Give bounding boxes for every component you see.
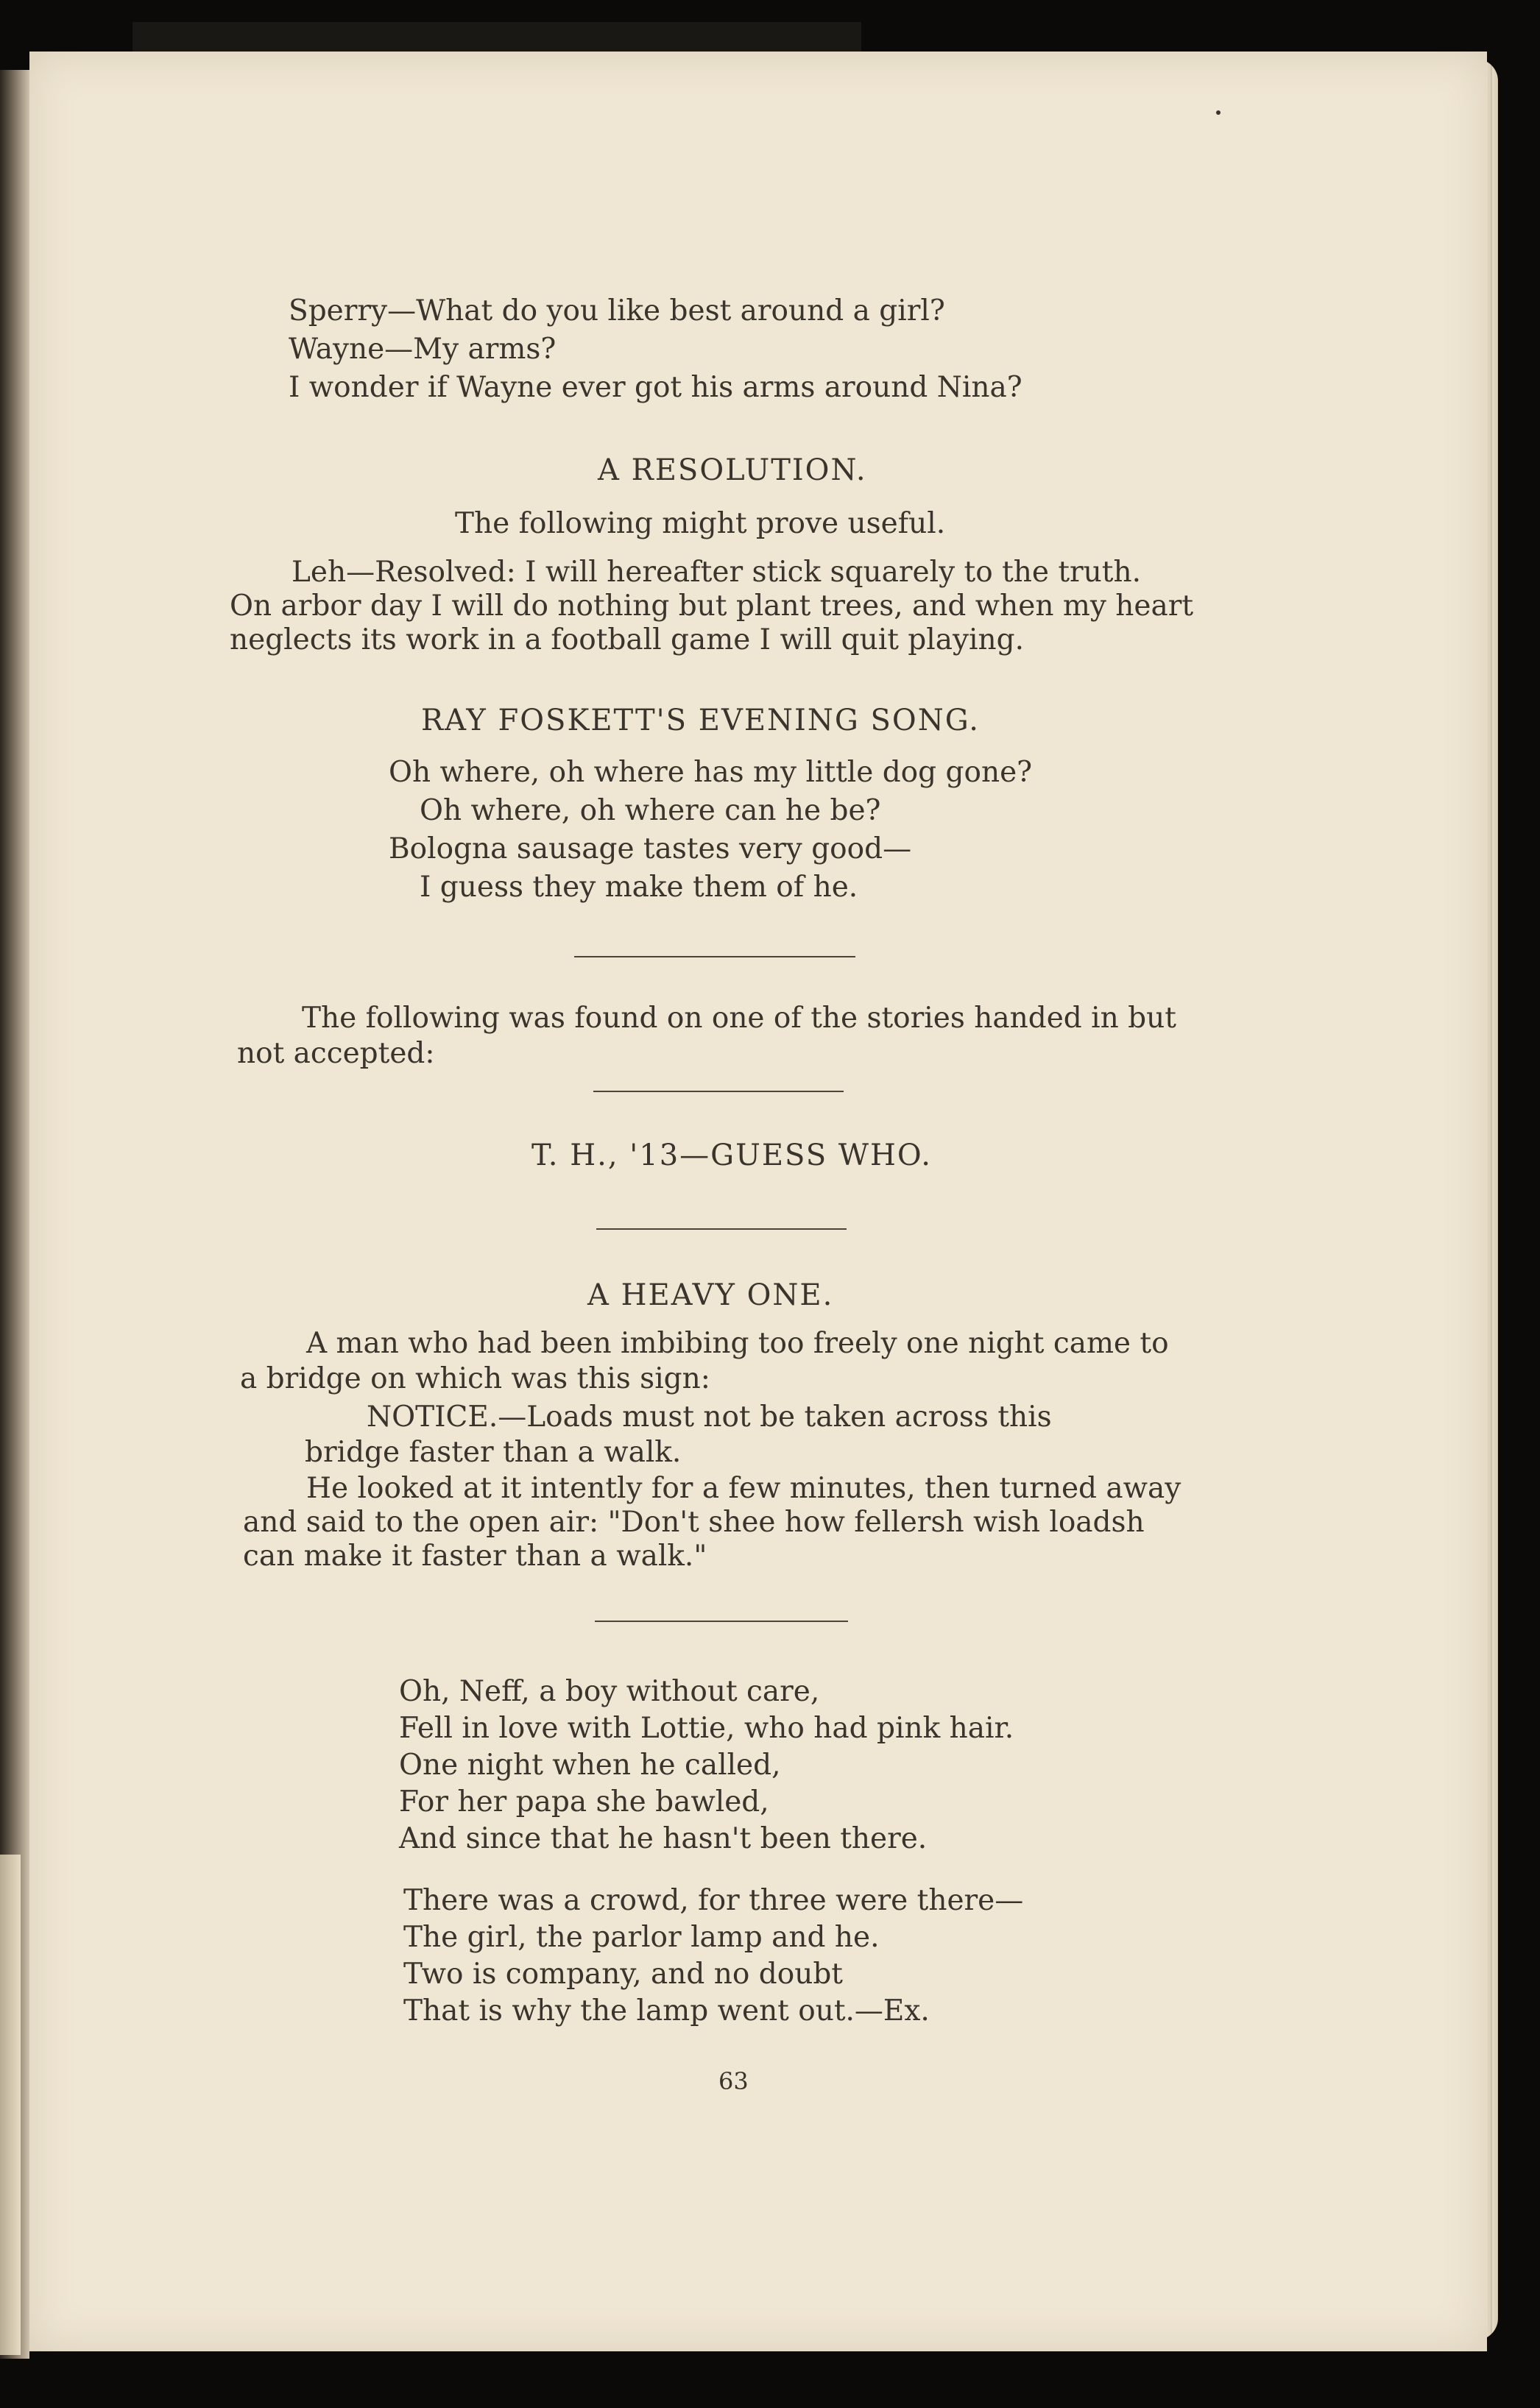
heavy-notice bbox=[305, 1400, 1052, 1470]
separator-rule bbox=[596, 1228, 847, 1230]
verse-line: I guess they make them of he. bbox=[420, 871, 858, 904]
verse-line: Fell in love with Lottie, who had pink hair. bbox=[399, 1712, 1014, 1745]
resolution-heading: A RESOLUTION. bbox=[598, 453, 867, 487]
verse-line: Oh, Neff, a boy without care, bbox=[399, 1675, 820, 1708]
text-line: can make it faster than a walk." bbox=[243, 1540, 707, 1573]
verse-line: One night when he called, bbox=[399, 1749, 781, 1782]
text-line: not accepted: bbox=[237, 1037, 435, 1070]
text-line: bridge faster than a walk. bbox=[305, 1436, 682, 1469]
text-line: I wonder if Wayne ever got his arms around Nina? bbox=[289, 371, 1022, 404]
separator-rule bbox=[574, 956, 855, 957]
page-number: 63 bbox=[718, 2067, 749, 2095]
verse-line: There was a crowd, for three were there— bbox=[403, 1884, 1024, 1917]
verse-line: Oh where, oh where has my little dog gone? bbox=[389, 756, 1033, 789]
verse-line: Oh where, oh where can he be? bbox=[420, 794, 881, 827]
text-line: On arbor day I will do nothing but plant trees, and when my heart bbox=[230, 589, 1194, 623]
verse-line: And since that he hasn't been there. bbox=[399, 1822, 928, 1855]
verse-line: For her papa she bawled, bbox=[399, 1785, 769, 1819]
resolution-intro: The following might prove useful. bbox=[455, 507, 946, 540]
verse-line: Two is company, and no doubt bbox=[403, 1958, 843, 1991]
heavy-heading: A HEAVY ONE. bbox=[587, 1278, 834, 1312]
text-line: He looked at it intently for a few minutes, then turned away bbox=[306, 1472, 1182, 1505]
text-line: and said to the open air: "Don't shee how fellersh wish loadsh bbox=[243, 1506, 1145, 1539]
heavy-paragraph-1 bbox=[240, 1326, 1169, 1397]
verse-line: The girl, the parlor lamp and he. bbox=[403, 1921, 880, 1954]
separator-rule bbox=[595, 1621, 848, 1622]
text-line: NOTICE.—Loads must not be taken across this bbox=[367, 1400, 1052, 1434]
guess-heading: T. H., '13—GUESS WHO. bbox=[531, 1139, 932, 1172]
text-line: a bridge on which was this sign: bbox=[240, 1362, 710, 1395]
limerick bbox=[399, 1674, 1014, 1858]
heavy-paragraph-2 bbox=[243, 1472, 1181, 1573]
previous-page-tab bbox=[0, 1855, 21, 2355]
verse-ex bbox=[403, 1883, 1023, 2030]
ink-speck bbox=[1216, 110, 1221, 115]
separator-rule bbox=[593, 1091, 844, 1092]
text-line: neglects its work in a football game I will quit playing. bbox=[230, 623, 1024, 656]
found-paragraph bbox=[237, 1001, 1176, 1072]
text-line: The following was found on one of the stories handed in but bbox=[302, 1002, 1176, 1035]
text-line: Sperry—What do you like best around a girl? bbox=[289, 294, 945, 327]
dialogue-block bbox=[289, 292, 1022, 407]
song-verse bbox=[389, 754, 1032, 907]
resolution-body bbox=[230, 556, 1193, 657]
verse-line: That is why the lamp went out.—Ex. bbox=[403, 1994, 930, 2028]
text-line: Leh—Resolved: I will hereafter stick squarely to the truth. bbox=[292, 556, 1141, 589]
song-heading: RAY FOSKETT'S EVENING SONG. bbox=[421, 704, 980, 737]
text-line: A man who had been imbibing too freely one night came to bbox=[306, 1327, 1169, 1360]
text-line: Wayne—My arms? bbox=[289, 333, 557, 366]
binding-shadow bbox=[133, 22, 861, 52]
verse-line: Bologna sausage tastes very good— bbox=[389, 832, 912, 865]
